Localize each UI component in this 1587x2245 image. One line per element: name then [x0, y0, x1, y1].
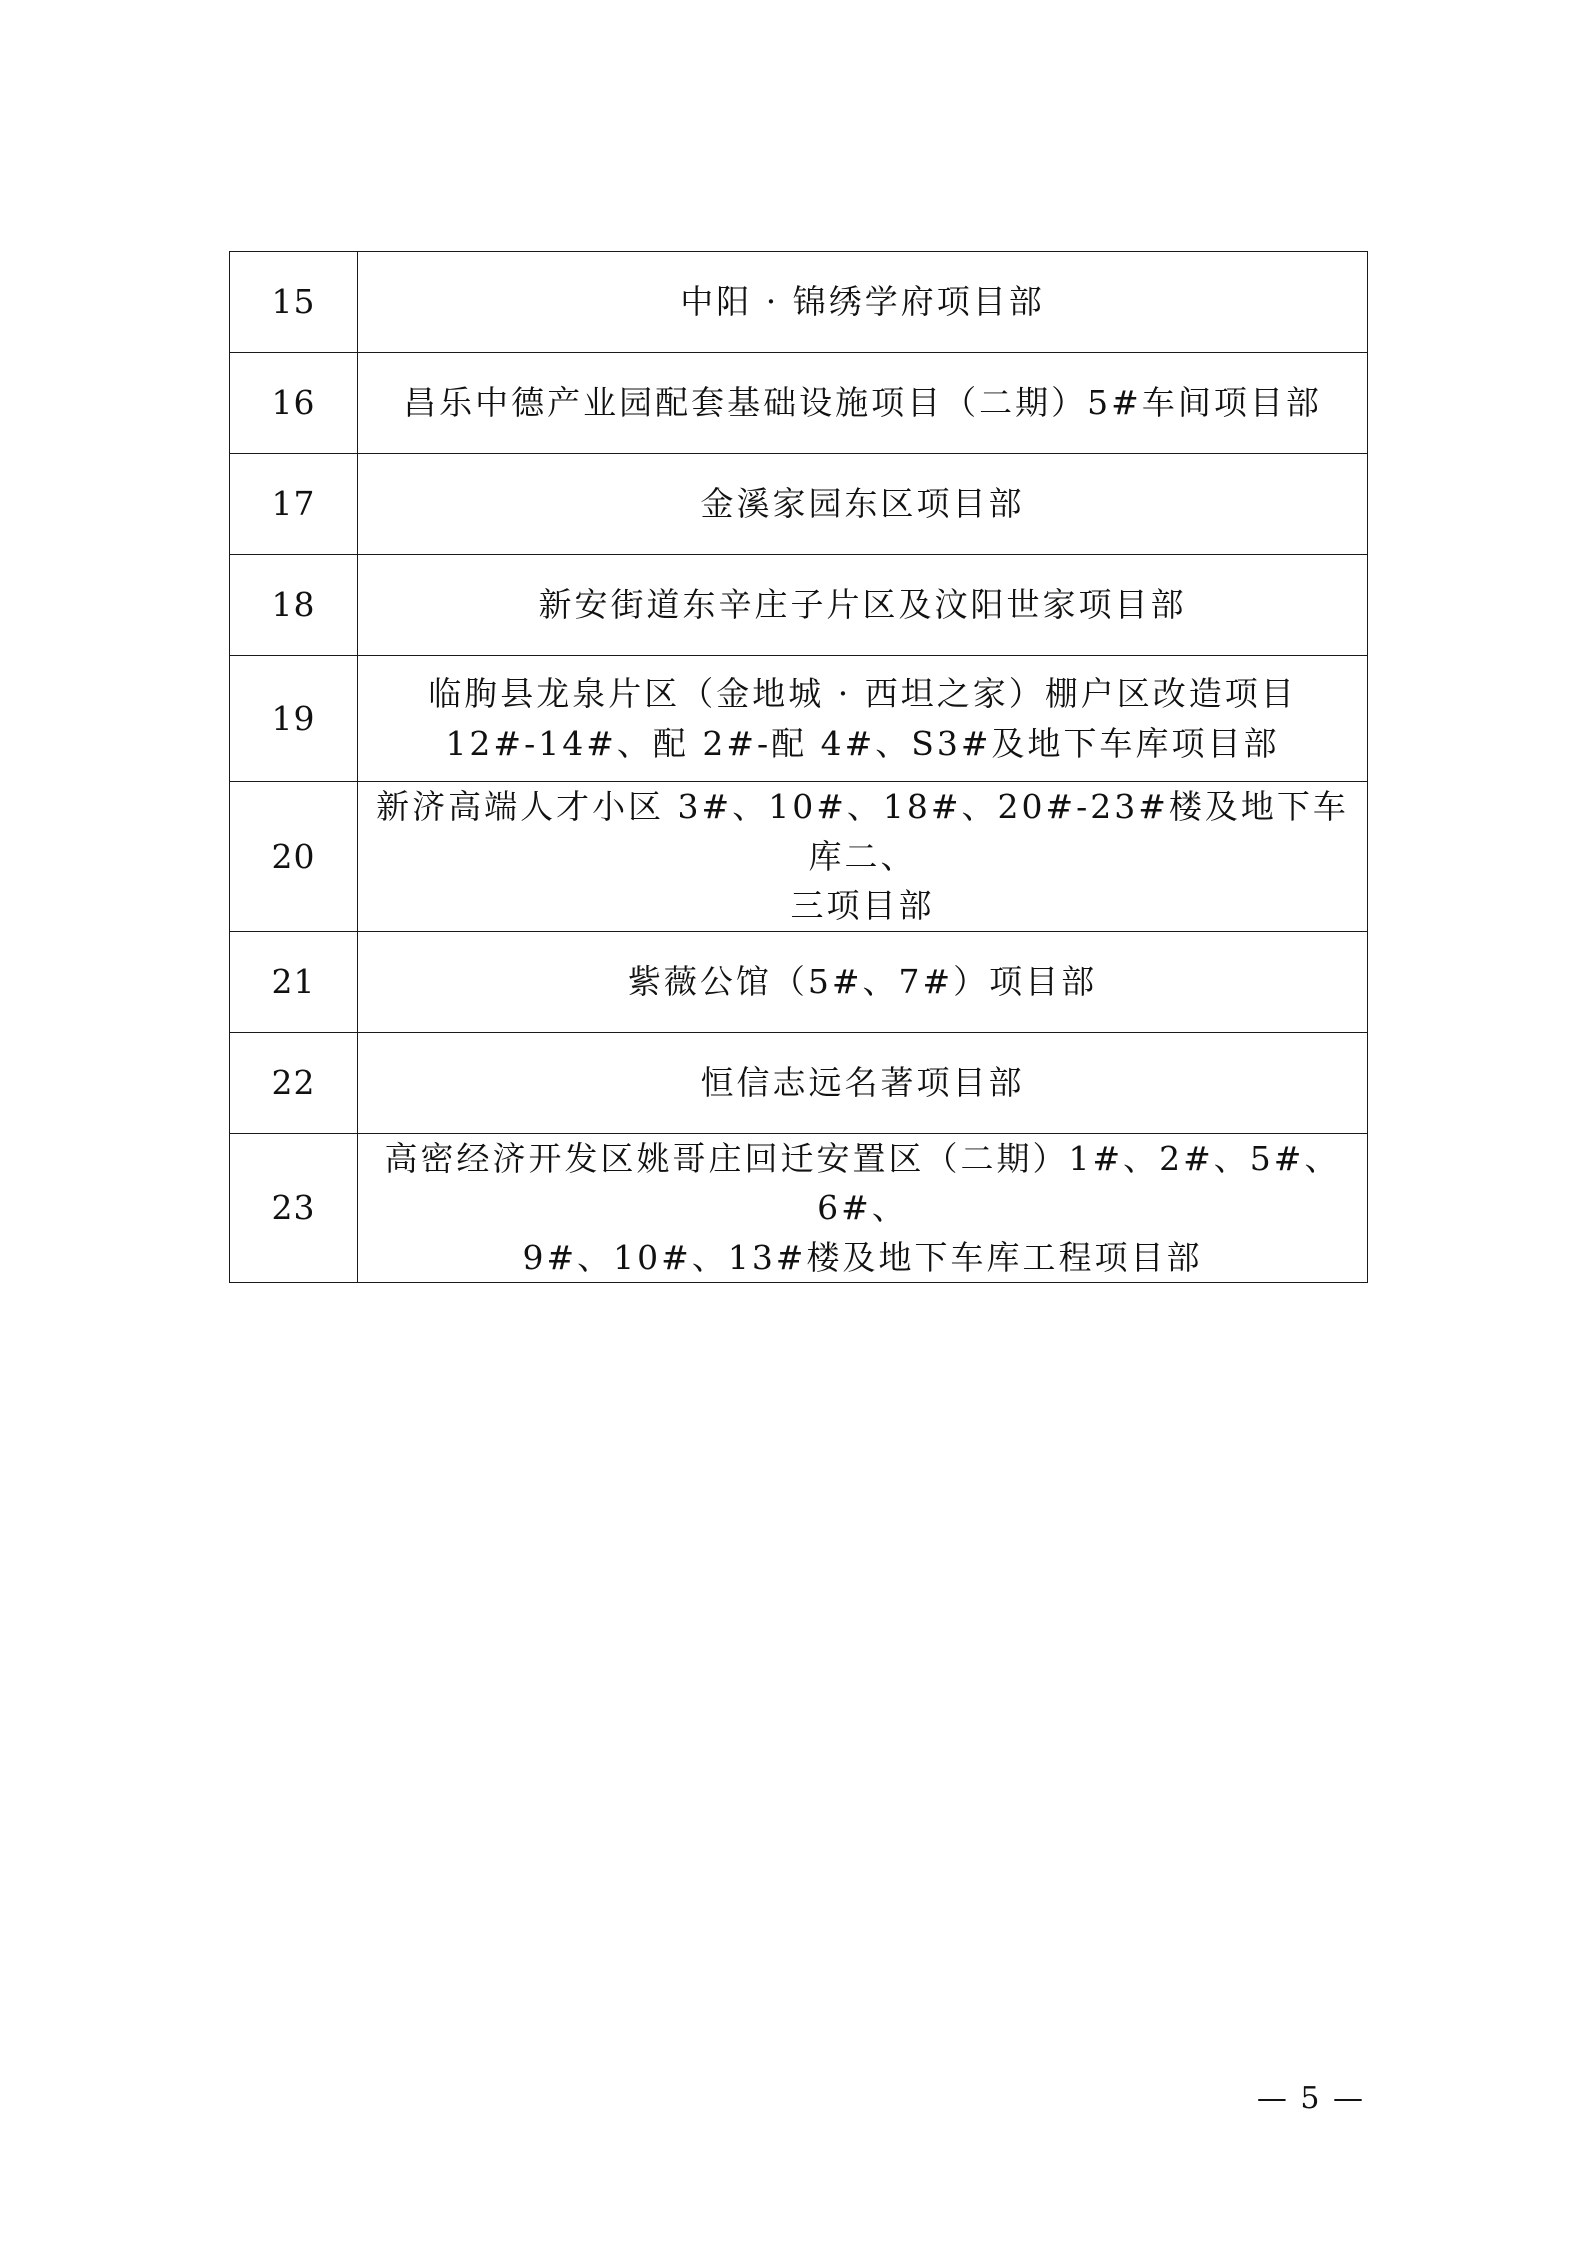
project-name-line: 新济高端人才小区 3#、10#、18#、20#-23#楼及地下车库二、 [376, 787, 1349, 876]
row-number: 15 [230, 252, 358, 353]
row-number: 16 [230, 353, 358, 454]
project-name-line: 三项目部 [790, 886, 935, 925]
table-row [230, 353, 1368, 454]
table-row [230, 1133, 1368, 1283]
table-row [230, 1032, 1368, 1133]
project-name-line: 紫薇公馆（5#、7#）项目部 [627, 961, 1098, 1001]
row-number: 17 [230, 454, 358, 555]
table-row [230, 555, 1368, 656]
project-name-line: 恒信志远名著项目部 [700, 1062, 1025, 1102]
project-name-line: 高密经济开发区姚哥庄回迁安置区（二期）1#、2#、5#、6#、 [384, 1138, 1341, 1227]
project-name-line: 昌乐中德产业园配套基础设施项目（二期）5#车间项目部 [403, 383, 1322, 423]
project-table [229, 251, 1368, 1283]
project-name-line: 12#-14#、配 2#-配 4#、S3#及地下车库项目部 [445, 723, 1280, 763]
page-number: — 5 — [1256, 2081, 1365, 2116]
row-number: 23 [230, 1133, 358, 1283]
project-name [358, 782, 1368, 932]
table-row [230, 931, 1368, 1032]
table-row [230, 656, 1368, 782]
table-row [230, 454, 1368, 555]
project-name-line: 中阳 · 锦绣学府项目部 [680, 282, 1045, 322]
row-number: 22 [230, 1032, 358, 1133]
project-name-line: 9#、10#、13#楼及地下车库工程项目部 [522, 1237, 1203, 1277]
row-number: 21 [230, 931, 358, 1032]
row-number: 19 [230, 656, 358, 782]
project-name [358, 1032, 1368, 1133]
project-name [358, 555, 1368, 656]
project-name [358, 454, 1368, 555]
project-name-line: 金溪家园东区项目部 [700, 484, 1025, 524]
row-number: 18 [230, 555, 358, 656]
project-name [358, 1133, 1368, 1283]
project-name [358, 656, 1368, 782]
project-name-line: 新安街道东辛庄子片区及汶阳世家项目部 [538, 585, 1187, 625]
table-row [230, 782, 1368, 932]
row-number: 20 [230, 782, 358, 932]
project-name [358, 931, 1368, 1032]
table-row [230, 252, 1368, 353]
project-name-line: 临朐县龙泉片区（金地城 · 西坦之家）棚户区改造项目 [428, 674, 1297, 713]
project-name [358, 353, 1368, 454]
project-name [358, 252, 1368, 353]
